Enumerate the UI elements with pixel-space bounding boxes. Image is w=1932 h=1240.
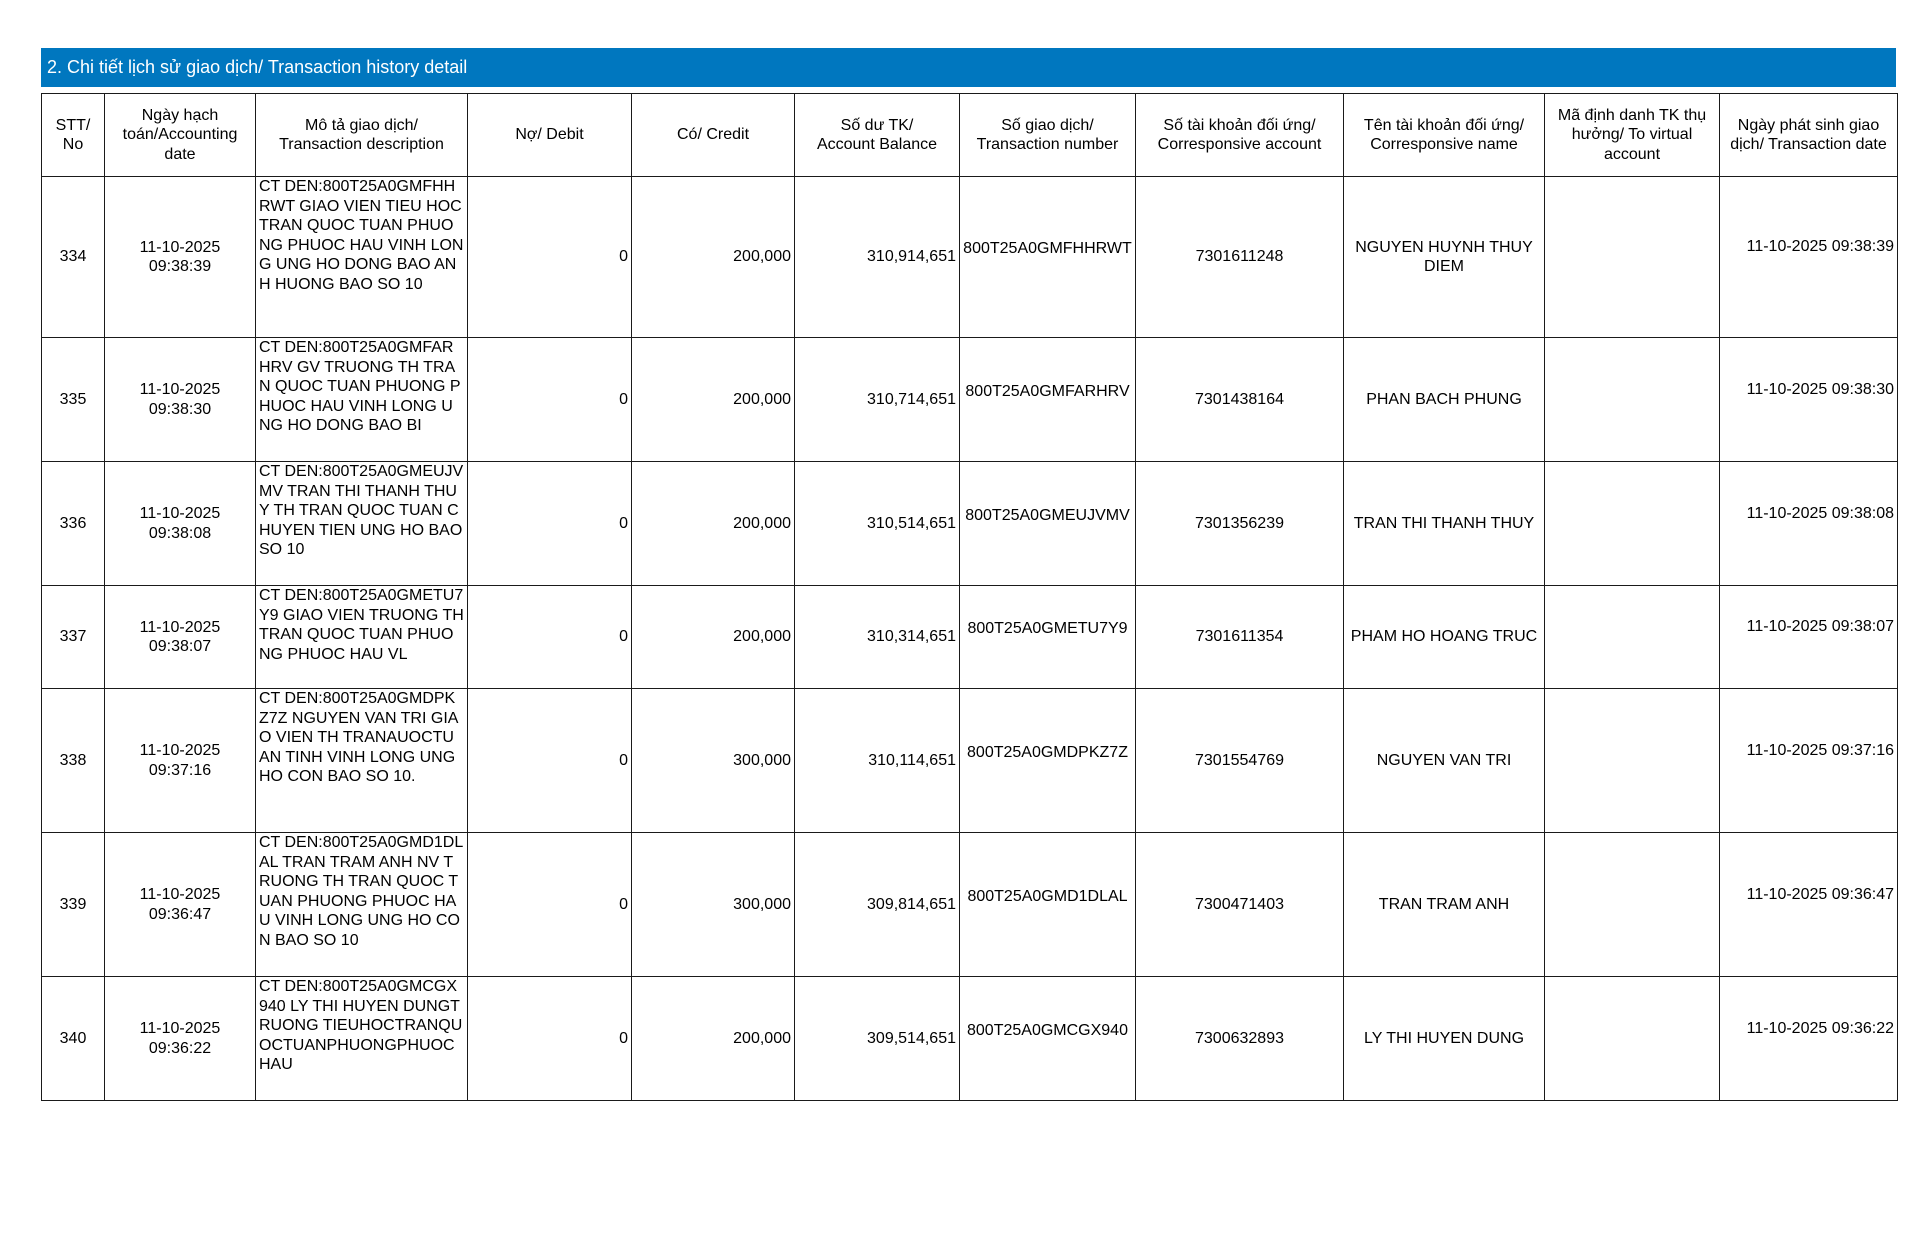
col-header-balance: Số dư TK/ Account Balance bbox=[795, 94, 960, 177]
cell-description: CT DEN:800T25A0GMEUJVMV TRAN THI THANH THUY TH TRAN QUOC TUAN CHUYEN TIEN UNG HO BAO SO 10 bbox=[256, 462, 468, 586]
table-row bbox=[42, 977, 1898, 1101]
cell-transaction-date-text: 11-10-2025 09:38:30 bbox=[1746, 380, 1894, 398]
cell-transaction-number-text: 800T25A0GMEUJVMV bbox=[965, 506, 1130, 524]
cell-transaction-date-text: 11-10-2025 09:38:08 bbox=[1746, 504, 1894, 522]
transaction-table bbox=[41, 93, 1898, 1101]
table-row bbox=[42, 338, 1898, 462]
header-row bbox=[42, 94, 1898, 177]
col-header-no: STT/ No bbox=[42, 94, 105, 177]
cell-corresponsive-name: LY THI HUYEN DUNG bbox=[1344, 977, 1545, 1101]
cell-transaction-date bbox=[1720, 833, 1898, 977]
cell-description: CT DEN:800T25A0GMCGX940 LY THI HUYEN DUNGTRUONG TIEUHOCTRANQUOCTUANPHUONGPHUOCHAU bbox=[256, 977, 468, 1101]
cell-no: 334 bbox=[42, 177, 105, 338]
cell-corresponsive-account: 7301611354 bbox=[1136, 586, 1344, 689]
cell-debit: 0 bbox=[468, 462, 632, 586]
cell-transaction-number-text: 800T25A0GMCGX940 bbox=[967, 1021, 1128, 1039]
cell-transaction-number-text: 800T25A0GMFHHRWT bbox=[963, 240, 1132, 258]
cell-credit: 200,000 bbox=[632, 977, 795, 1101]
cell-virtual-account bbox=[1545, 177, 1720, 338]
cell-transaction-number bbox=[960, 833, 1136, 977]
cell-virtual-account bbox=[1545, 977, 1720, 1101]
cell-transaction-date bbox=[1720, 462, 1898, 586]
cell-transaction-number bbox=[960, 586, 1136, 689]
cell-corresponsive-account: 7301438164 bbox=[1136, 338, 1344, 462]
cell-debit: 0 bbox=[468, 977, 632, 1101]
cell-credit: 200,000 bbox=[632, 462, 795, 586]
cell-corresponsive-account: 7300471403 bbox=[1136, 833, 1344, 977]
cell-corresponsive-name: NGUYEN HUYNH THUY DIEM bbox=[1344, 177, 1545, 338]
cell-description: CT DEN:800T25A0GMETU7Y9 GIAO VIEN TRUONG TH TRAN QUOC TUAN PHUONG PHUOC HAU VL bbox=[256, 586, 468, 689]
cell-no: 340 bbox=[42, 977, 105, 1101]
cell-credit: 300,000 bbox=[632, 689, 795, 833]
cell-balance: 309,814,651 bbox=[795, 833, 960, 977]
cell-virtual-account bbox=[1545, 586, 1720, 689]
col-header-corresponsive-name: Tên tài khoản đối ứng/ Corresponsive name bbox=[1344, 94, 1545, 177]
cell-description: CT DEN:800T25A0GMFARHRV GV TRUONG TH TRAN QUOC TUAN PHUONG PHUOC HAU VINH LONG UNG HO DONG BAO BI bbox=[256, 338, 468, 462]
cell-credit: 200,000 bbox=[632, 177, 795, 338]
cell-virtual-account bbox=[1545, 833, 1720, 977]
cell-transaction-date bbox=[1720, 586, 1898, 689]
cell-transaction-date-text: 11-10-2025 09:36:47 bbox=[1746, 885, 1894, 903]
table-row bbox=[42, 689, 1898, 833]
cell-accounting-date: 11-10-2025 09:38:07 bbox=[105, 586, 256, 689]
cell-debit: 0 bbox=[468, 177, 632, 338]
cell-transaction-number-text: 800T25A0GMFARHRV bbox=[965, 382, 1130, 400]
cell-virtual-account bbox=[1545, 338, 1720, 462]
cell-transaction-number-text: 800T25A0GMETU7Y9 bbox=[967, 620, 1128, 638]
cell-balance: 310,114,651 bbox=[795, 689, 960, 833]
cell-transaction-date-text: 11-10-2025 09:36:22 bbox=[1746, 1019, 1894, 1037]
col-header-virtual-account: Mã định danh TK thụ hưởng/ To virtual account bbox=[1545, 94, 1720, 177]
table-row bbox=[42, 177, 1898, 338]
cell-transaction-number bbox=[960, 177, 1136, 338]
cell-transaction-date bbox=[1720, 689, 1898, 833]
table-row bbox=[42, 833, 1898, 977]
cell-no: 338 bbox=[42, 689, 105, 833]
cell-no: 337 bbox=[42, 586, 105, 689]
cell-corresponsive-account: 7301554769 bbox=[1136, 689, 1344, 833]
table-row bbox=[42, 586, 1898, 689]
cell-corresponsive-name: NGUYEN VAN TRI bbox=[1344, 689, 1545, 833]
cell-transaction-date-text: 11-10-2025 09:38:39 bbox=[1746, 238, 1894, 256]
col-header-corresponsive-account: Số tài khoản đối ứng/ Corresponsive account bbox=[1136, 94, 1344, 177]
cell-corresponsive-name: TRAN THI THANH THUY bbox=[1344, 462, 1545, 586]
cell-balance: 310,314,651 bbox=[795, 586, 960, 689]
col-header-description: Mô tả giao dịch/ Transaction description bbox=[256, 94, 468, 177]
cell-accounting-date: 11-10-2025 09:36:47 bbox=[105, 833, 256, 977]
cell-transaction-date-text: 11-10-2025 09:37:16 bbox=[1746, 741, 1894, 759]
cell-debit: 0 bbox=[468, 833, 632, 977]
cell-corresponsive-account: 7301356239 bbox=[1136, 462, 1344, 586]
cell-transaction-date-text: 11-10-2025 09:38:07 bbox=[1746, 618, 1894, 636]
cell-accounting-date: 11-10-2025 09:36:22 bbox=[105, 977, 256, 1101]
cell-transaction-number bbox=[960, 462, 1136, 586]
cell-transaction-number bbox=[960, 338, 1136, 462]
col-header-accounting-date: Ngày hạch toán/Accounting date bbox=[105, 94, 256, 177]
col-header-transaction-number: Số giao dịch/ Transaction number bbox=[960, 94, 1136, 177]
cell-corresponsive-name: PHAM HO HOANG TRUC bbox=[1344, 586, 1545, 689]
cell-transaction-number-text: 800T25A0GMDPKZ7Z bbox=[967, 743, 1128, 761]
table-row bbox=[42, 462, 1898, 586]
cell-no: 339 bbox=[42, 833, 105, 977]
cell-balance: 310,714,651 bbox=[795, 338, 960, 462]
cell-description: CT DEN:800T25A0GMFHHRWT GIAO VIEN TIEU HOC TRAN QUOC TUAN PHUONG PHUOC HAU VINH LONG UNG HO DONG BAO ANH HUONG BAO SO 10 bbox=[256, 177, 468, 338]
section-title: 2. Chi tiết lịch sử giao dịch/ Transaction history detail bbox=[41, 48, 1896, 87]
cell-balance: 309,514,651 bbox=[795, 977, 960, 1101]
cell-transaction-number bbox=[960, 977, 1136, 1101]
col-header-credit: Có/ Credit bbox=[632, 94, 795, 177]
cell-description: CT DEN:800T25A0GMD1DLAL TRAN TRAM ANH NV TRUONG TH TRAN QUOC TUAN PHUONG PHUOC HAU VINH LONG UNG HO CON BAO SO 10 bbox=[256, 833, 468, 977]
cell-corresponsive-account: 7301611248 bbox=[1136, 177, 1344, 338]
cell-transaction-date bbox=[1720, 338, 1898, 462]
cell-balance: 310,514,651 bbox=[795, 462, 960, 586]
cell-transaction-number bbox=[960, 689, 1136, 833]
cell-debit: 0 bbox=[468, 586, 632, 689]
cell-virtual-account bbox=[1545, 462, 1720, 586]
cell-virtual-account bbox=[1545, 689, 1720, 833]
cell-transaction-number-text: 800T25A0GMD1DLAL bbox=[967, 887, 1128, 905]
cell-accounting-date: 11-10-2025 09:37:16 bbox=[105, 689, 256, 833]
cell-transaction-date bbox=[1720, 177, 1898, 338]
col-header-debit: Nợ/ Debit bbox=[468, 94, 632, 177]
cell-corresponsive-name: PHAN BACH PHUNG bbox=[1344, 338, 1545, 462]
cell-credit: 200,000 bbox=[632, 338, 795, 462]
cell-credit: 300,000 bbox=[632, 833, 795, 977]
cell-corresponsive-name: TRAN TRAM ANH bbox=[1344, 833, 1545, 977]
cell-accounting-date: 11-10-2025 09:38:30 bbox=[105, 338, 256, 462]
cell-description: CT DEN:800T25A0GMDPKZ7Z NGUYEN VAN TRI GIAO VIEN TH TRANAUOCTUAN TINH VINH LONG UNG HO CON BAO SO 10. bbox=[256, 689, 468, 833]
cell-accounting-date: 11-10-2025 09:38:08 bbox=[105, 462, 256, 586]
cell-no: 335 bbox=[42, 338, 105, 462]
col-header-transaction-date: Ngày phát sinh giao dịch/ Transaction date bbox=[1720, 94, 1898, 177]
cell-credit: 200,000 bbox=[632, 586, 795, 689]
cell-no: 336 bbox=[42, 462, 105, 586]
cell-balance: 310,914,651 bbox=[795, 177, 960, 338]
cell-debit: 0 bbox=[468, 689, 632, 833]
cell-debit: 0 bbox=[468, 338, 632, 462]
cell-corresponsive-account: 7300632893 bbox=[1136, 977, 1344, 1101]
cell-transaction-date bbox=[1720, 977, 1898, 1101]
cell-accounting-date: 11-10-2025 09:38:39 bbox=[105, 177, 256, 338]
